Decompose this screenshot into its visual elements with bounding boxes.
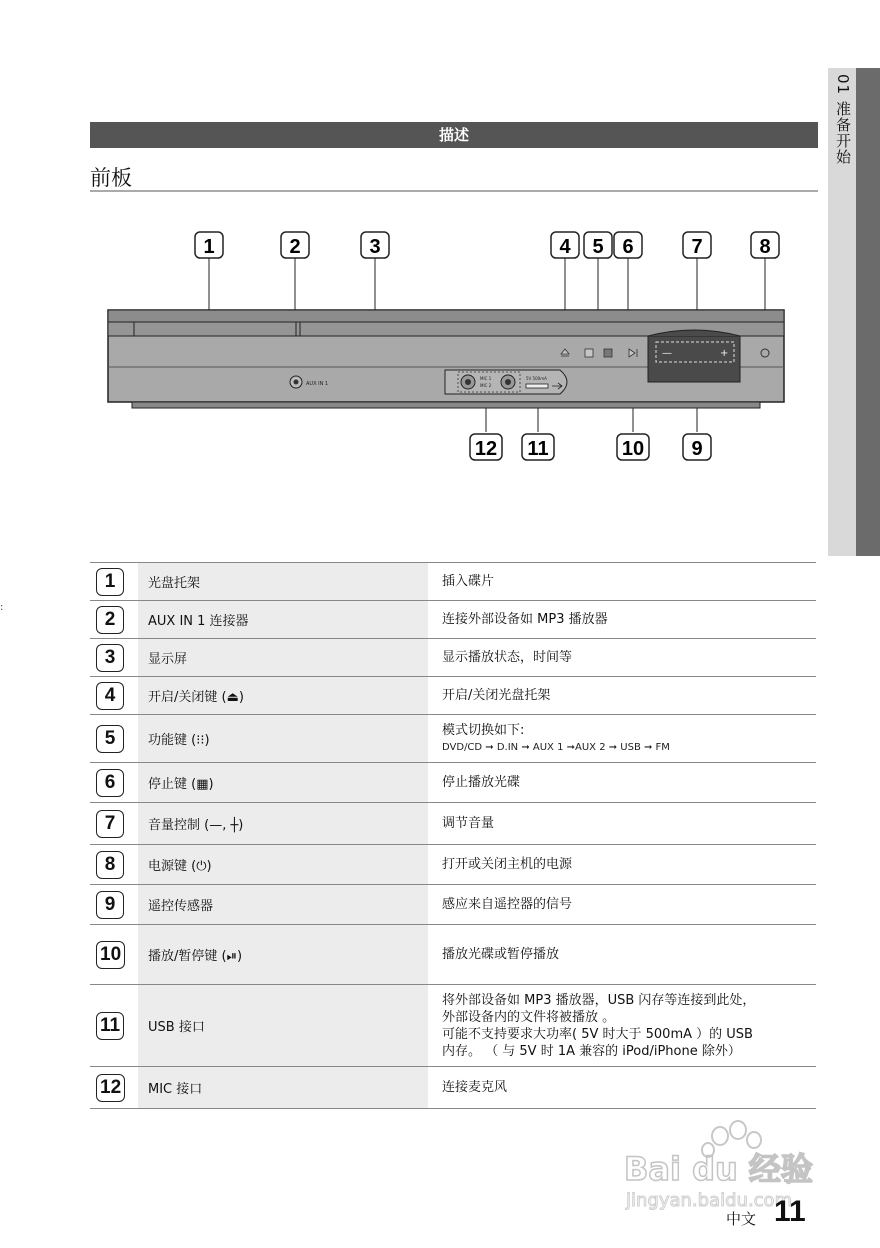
item-description xyxy=(428,715,816,763)
front-panel-spec-table xyxy=(90,562,816,1109)
item-name: 遥控传感器 xyxy=(138,885,428,925)
item-description: 打开或关闭主机的电源 xyxy=(428,845,816,885)
table-row xyxy=(90,715,816,763)
table-row xyxy=(90,601,816,639)
svg-text:+: + xyxy=(720,348,729,359)
item-name: 显示屏 xyxy=(138,639,428,677)
table-row xyxy=(90,925,816,985)
callout-label-3: 3 xyxy=(369,236,381,258)
item-name: 播放/暂停键 (⏯) xyxy=(138,925,428,985)
item-name: 电源键 (⏻) xyxy=(138,845,428,885)
item-name: 光盘托架 xyxy=(138,563,428,601)
table-row xyxy=(90,639,816,677)
item-description: 调节音量 xyxy=(428,803,816,845)
item-description xyxy=(428,985,816,1067)
item-number: 4 xyxy=(96,682,124,710)
item-description: 感应来自遥控器的信号 xyxy=(428,885,816,925)
callout-label-7: 7 xyxy=(691,236,703,258)
callout-label-5: 5 xyxy=(592,236,604,258)
mic-label-1: MIC 1 xyxy=(480,376,492,381)
item-description: 显示播放状态，时间等 xyxy=(428,639,816,677)
chapter-tab xyxy=(828,68,880,556)
table-row xyxy=(90,985,816,1067)
chapter-tab-dark-strip xyxy=(856,68,880,556)
table-row xyxy=(90,677,816,715)
callout-label-11: 11 xyxy=(527,438,549,460)
mode-sequence: DVD/CD ➞ D.IN ➞ AUX 1 ➞AUX 2 ➞ USB ➞ FM xyxy=(442,741,670,753)
footer-language: 中文 xyxy=(726,1210,757,1228)
table-row xyxy=(90,845,816,885)
aux-jack-label: AUX IN 1 xyxy=(306,381,329,387)
item-name: 功能键 (⁝⁝) xyxy=(138,715,428,763)
item-name: USB 接口 xyxy=(138,985,428,1067)
usb-port-label: 5V 500mA xyxy=(526,376,547,381)
item-number: 5 xyxy=(96,725,124,753)
item-number: 2 xyxy=(96,606,124,634)
item-number: 1 xyxy=(96,568,124,596)
item-number: 8 xyxy=(96,851,124,879)
table-row xyxy=(90,1067,816,1109)
item-name: 音量控制 (—, ┼) xyxy=(138,803,428,845)
device-top-edge xyxy=(108,310,784,322)
section-divider xyxy=(90,190,818,192)
usb-port xyxy=(526,384,548,388)
callout-label-4: 4 xyxy=(559,236,571,258)
device-foot xyxy=(132,402,760,408)
item-number: 12 xyxy=(96,1074,125,1102)
item-description: 插入碟片 xyxy=(428,563,816,601)
paw-toe-2 xyxy=(730,1121,746,1139)
callout-label-10: 10 xyxy=(621,438,645,460)
item-description: 停止播放光碟 xyxy=(428,763,816,803)
page-number: 11 xyxy=(774,1195,806,1228)
item-description-line: 内存。 （ 与 5V 时 1A 兼容的 iPod/iPhone 除外） xyxy=(442,1043,741,1059)
item-description-line: 外部设备内的文件将被播放 。 xyxy=(442,1009,616,1025)
item-number: 7 xyxy=(96,810,124,838)
item-number: 9 xyxy=(96,891,124,919)
svg-text:—: — xyxy=(662,348,672,359)
section-title: 前板 xyxy=(90,166,132,190)
paw-toe-3 xyxy=(747,1132,761,1148)
item-description-line: 可能不支持要求大功率( 5V 时大于 500mA ）的 USB xyxy=(442,1026,753,1042)
stop-button-shape xyxy=(604,349,612,357)
callout-label-9: 9 xyxy=(691,438,703,460)
item-name: 停止键 (▦) xyxy=(138,763,428,803)
item-description: 播放光碟或暂停播放 xyxy=(428,925,816,985)
table-row xyxy=(90,885,816,925)
table-row xyxy=(90,563,816,601)
display-window xyxy=(648,336,740,382)
item-number: 3 xyxy=(96,644,124,672)
front-panel-diagram xyxy=(100,222,800,472)
mic-label-2: MIC 2 xyxy=(480,383,492,388)
paw-toe-1 xyxy=(712,1127,728,1145)
callout-label-12: 12 xyxy=(474,438,498,460)
item-name: MIC 接口 xyxy=(138,1067,428,1109)
item-number: 6 xyxy=(96,769,124,797)
watermark-brand: Bai du 经验 xyxy=(624,1150,813,1188)
item-name: AUX IN 1 连接器 xyxy=(138,601,428,639)
item-description: 连接麦克风 xyxy=(428,1067,816,1109)
item-number: 11 xyxy=(96,1012,124,1040)
page-title-bar: 描述 xyxy=(90,122,818,148)
callout-label-6: 6 xyxy=(622,236,634,258)
chapter-tab-label: 01 准备开始 xyxy=(834,74,852,165)
item-name: 开启/关闭键 (⏏) xyxy=(138,677,428,715)
item-description: 开启/关闭光盘托架 xyxy=(428,677,816,715)
item-description-line: 将外部设备如 MP3 播放器，USB 闪存等连接到此处， xyxy=(442,992,756,1008)
item-number: 10 xyxy=(96,941,125,969)
table-row xyxy=(90,763,816,803)
callout-label-1: 1 xyxy=(203,236,215,258)
table-row xyxy=(90,803,816,845)
margin-mark: : xyxy=(0,602,4,613)
function-button-shape xyxy=(585,349,593,357)
callout-label-8: 8 xyxy=(759,236,771,258)
item-description-line: 模式切换如下: xyxy=(442,722,525,738)
watermark-url: jingyan.baidu.com xyxy=(626,1190,793,1211)
callout-label-2: 2 xyxy=(289,236,301,258)
item-description: 连接外部设备如 MP3 播放器 xyxy=(428,601,816,639)
